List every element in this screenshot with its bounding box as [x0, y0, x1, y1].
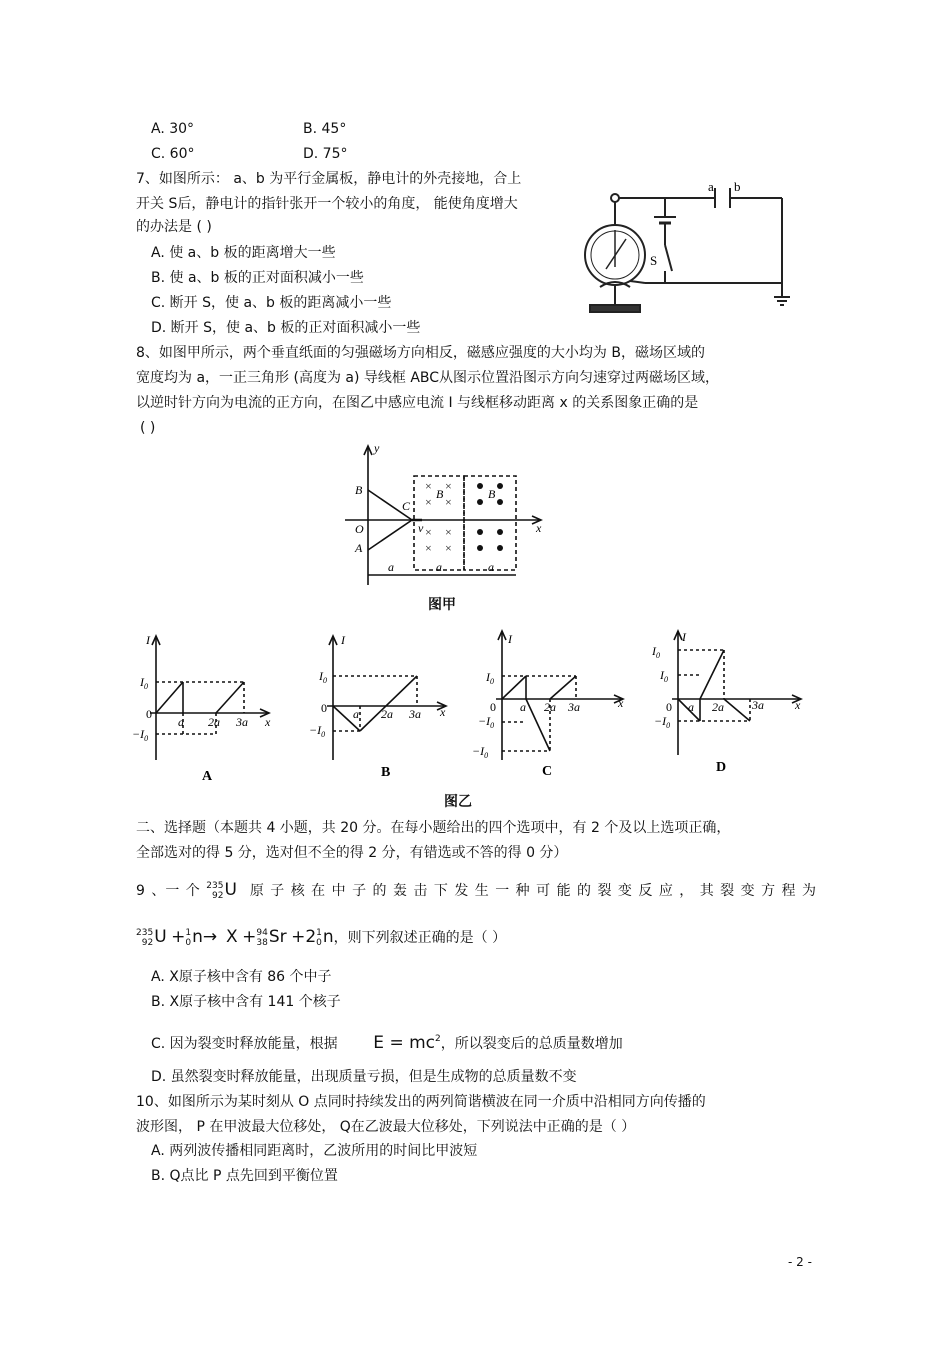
q9-lead: 9 、一 个	[136, 883, 200, 899]
q6-option-a: A. 30°	[151, 121, 195, 137]
q7-option-a: A. 使 a、b 板的距离增大一些	[151, 245, 336, 261]
q8-line-3: 以逆时针方向为电流的正方向，在图乙中感应电流 I 与线框移动距离 x 的关系图象正确的是	[136, 395, 699, 411]
svg-text:×: ×	[445, 495, 452, 509]
q8-line-4: ( )	[140, 420, 156, 436]
q10-line-1: 10、如图所示为某时刻从 O 点同时持续发出的两列简谐横波在同一介质中沿相同方向传播的	[136, 1094, 706, 1110]
figure-jia-caption: 图甲	[428, 597, 456, 613]
q6-option-b: B. 45°	[303, 121, 347, 137]
svg-text:I0: $I_0$	[486, 670, 494, 686]
q9-option-c: C. 因为裂变时释放能量，根据 $E = mc^2$，所以裂变后的总质量数增加	[151, 1033, 623, 1053]
graph-a-i0-label: I	[140, 675, 144, 689]
graph-d-i-label: I	[682, 630, 686, 644]
svg-text:−I0: $-I_0$	[472, 744, 489, 760]
graph-a-origin: 0	[146, 707, 152, 721]
graph-b-x-label: x	[440, 705, 446, 719]
graph-b-origin: 0	[321, 701, 327, 715]
graph-b-3a-tick: 3a	[409, 707, 421, 721]
dim-a-label-2: a	[436, 560, 442, 574]
graph-b-i-label: I	[341, 633, 345, 647]
dim-a-label-3: a	[488, 560, 494, 574]
graph-b	[305, 630, 455, 790]
graph-b-a-tick: a	[353, 707, 359, 721]
vertex-c-label: C	[402, 499, 411, 513]
field-b-label-1: B	[436, 487, 444, 501]
graph-d-2a-tick: 2a	[712, 700, 724, 714]
field-b-label-2: B	[488, 487, 496, 501]
svg-text:×: ×	[425, 525, 432, 539]
graph-a-x-label: x	[265, 715, 271, 729]
svg-text:×: ×	[425, 541, 432, 555]
svg-text:×: ×	[445, 541, 452, 555]
q10-option-b: B. Q点比 P 点先回到平衡位置	[151, 1168, 338, 1184]
velocity-label: v	[418, 521, 424, 535]
q10-option-a: A. 两列波传播相同距离时，乙波所用的时间比甲波短	[151, 1143, 478, 1159]
q9-option-d: D. 虽然裂变时释放能量，出现质量亏损，但是生成物的总质量数不变	[151, 1069, 577, 1085]
graph-c-letter: C	[542, 764, 553, 779]
q9-option-b: B. X原子核中含有 141 个核子	[151, 994, 341, 1010]
q9-rest: 原 子 核 在 中 子 的 轰 击 下 发 生 一 种 可 能 的 裂 变 反 应 ， 其 裂 变 方 程 为	[249, 883, 816, 899]
graph-a-i-label: I	[146, 633, 150, 647]
q10-line-2: 波形图， P 在甲波最大位移处， Q在乙波最大位移处，下列说法中正确的是（ ）	[136, 1119, 636, 1135]
svg-text:×: ×	[425, 479, 432, 493]
svg-text:×: ×	[445, 479, 452, 493]
u-symbol: U	[224, 880, 237, 900]
figure-yi-caption: 图乙	[444, 794, 472, 810]
svg-text:−I0: $-I_0$	[309, 723, 326, 739]
u-nuclide-indices: 235 92	[206, 881, 224, 901]
graph-c-x-label: x	[618, 696, 624, 710]
graph-d-letter: D	[716, 760, 727, 775]
svg-text:I0: $I_0$	[652, 644, 660, 660]
svg-text:−I0: $-I_0$	[478, 714, 495, 730]
figure-jia	[340, 440, 570, 618]
graph-d	[650, 625, 810, 775]
graph-d-x-label: x	[795, 698, 801, 712]
section2-line-1: 二、选择题（本题共 4 小题，共 20 分。在每小题给出的四个选项中，有 2 个及以上选项正确，	[136, 820, 731, 836]
switch-s-label: S	[650, 253, 658, 268]
graph-b-2a-tick: 2a	[381, 707, 393, 721]
svg-text:I0: $I_0$	[140, 675, 148, 691]
q8-line-2: 宽度均为 a，一正三角形 (高度为 a) 导线框 ABC从图示位置沿图示方向匀速穿过两磁场区域，	[136, 370, 720, 386]
plate-b-label: b	[734, 179, 741, 194]
graph-a	[128, 630, 278, 790]
q7-line-2: 开关 S后，静电计的指针张开一个较小的角度， 能使角度增大	[136, 196, 518, 212]
q7-option-d: D. 断开 S，使 a、b 板的正对面积减小一些	[151, 320, 421, 336]
graph-a-letter: A	[202, 769, 213, 784]
q9-option-a: A. X原子核中含有 86 个中子	[151, 969, 332, 985]
electrometer-circuit-figure	[570, 175, 800, 325]
dim-a-label-1: a	[388, 560, 394, 574]
svg-text:I0: $I_0$	[660, 668, 668, 684]
q6-option-c: C. 60°	[151, 146, 195, 162]
mass-energy-formula: E = mc	[373, 1033, 435, 1053]
q9-equation: 235 92U +1 0n→ X +94 38Sr +21 0n，则下列叙述正确的是（ ）	[136, 927, 507, 948]
graph-a-3a-tick: 3a	[236, 715, 248, 729]
graph-c-3a-tick: 3a	[568, 700, 580, 714]
q7-line-1: 7、如图所示： a、b 为平行金属板，静电计的外壳接地，合上	[136, 171, 522, 187]
graph-c-2a-tick: 2a	[544, 700, 556, 714]
x-axis-label: x	[536, 521, 542, 535]
section2-line-2: 全部选对的得 5 分，选对但不全的得 2 分，有错选或不答的得 0 分）	[136, 845, 568, 861]
graph-c	[470, 625, 630, 785]
graph-d-a-tick: a	[688, 700, 694, 714]
q9-equation-tail: ，则下列叙述正确的是（ ）	[333, 930, 507, 946]
q8-line-1: 8、如图甲所示，两个垂直纸面的匀强磁场方向相反，磁感应强度的大小均为 B，磁场区域的	[136, 345, 705, 361]
graph-d-origin: 0	[666, 700, 672, 714]
graph-d-3a-tick: 3a	[752, 698, 764, 712]
q7-option-c: C. 断开 S，使 a、b 板的距离减小一些	[151, 295, 392, 311]
svg-text:I0: $I_0$	[319, 669, 327, 685]
page-number: - 2 -	[788, 1255, 812, 1269]
plate-a-label: a	[708, 179, 714, 194]
y-axis-label: y	[374, 441, 380, 455]
graph-b-letter: B	[381, 765, 391, 780]
graph-c-i-label: I	[508, 632, 512, 646]
origin-label: O	[355, 522, 364, 536]
vertex-b-label: B	[355, 483, 363, 497]
graph-a-2a-tick: 2a	[208, 715, 220, 729]
graph-c-origin: 0	[490, 700, 496, 714]
svg-text:×: ×	[445, 525, 452, 539]
q9-line-1	[136, 880, 816, 901]
svg-text:−I0: $-I_0$	[654, 714, 671, 730]
q6-option-d: D. 75°	[303, 146, 348, 162]
graph-a-a-tick: a	[178, 715, 184, 729]
q7-line-3: 的办法是 ( )	[136, 219, 212, 235]
graph-c-a-tick: a	[520, 700, 526, 714]
vertex-a-label: A	[355, 541, 363, 555]
svg-text:−I0: $-I_0$	[132, 727, 149, 743]
q7-option-b: B. 使 a、b 板的正对面积减小一些	[151, 270, 364, 286]
svg-text:×: ×	[425, 495, 432, 509]
